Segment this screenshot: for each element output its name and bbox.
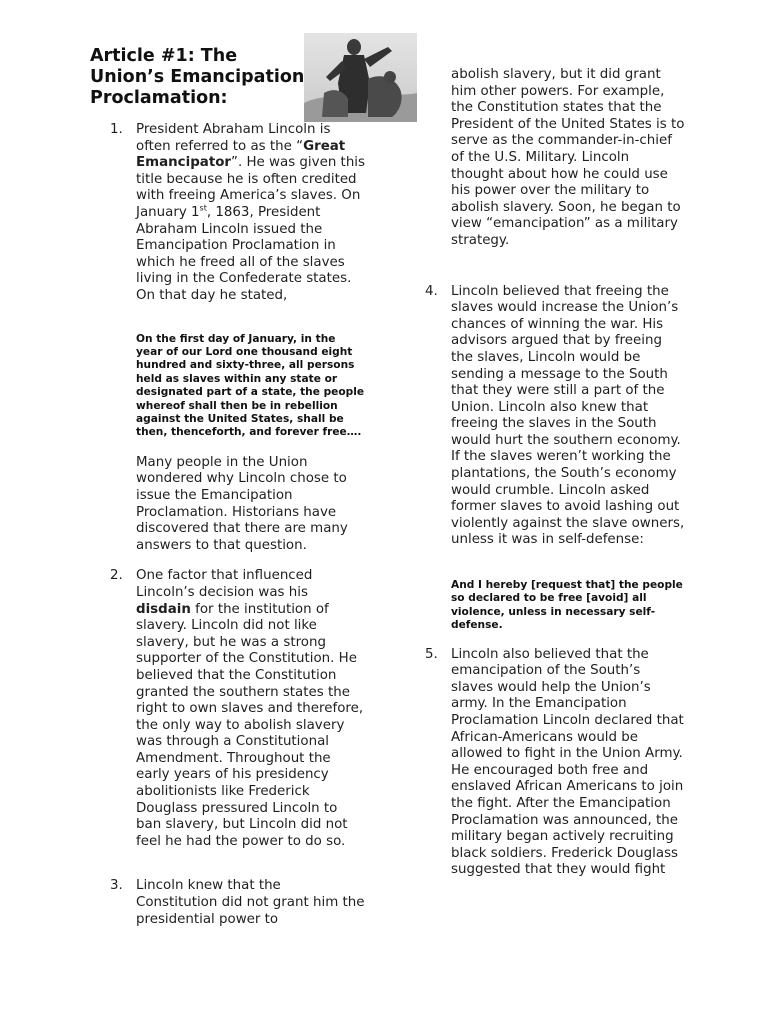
- item-1-paragraph: [136, 122, 365, 305]
- item-1-followup: Many people in the Union wondered why Lincoln chose to issue the Emancipation Proclamation. Historians have discovered that there are many answers to that question.: [136, 454, 348, 553]
- item-3-paragraph-start: Lincoln knew that the Constitution did not grant him the presidential power to: [136, 878, 365, 927]
- right-column: [425, 67, 685, 879]
- title-line-1: Article #1: The: [90, 46, 238, 66]
- title-line-2: Union’s Emancipation: [90, 67, 305, 87]
- left-column: [110, 122, 365, 928]
- item-1-text-a: President Abraham Lincoln is often referred to as the “: [136, 122, 331, 154]
- list-item-2: [110, 568, 365, 850]
- item-1-text-c: , 1863, President Abraham Lincoln issued the Emancipation Proclamation in which he freed all of the slaves living in the Confederate states. On that day he stated,: [136, 204, 352, 303]
- item-2-paragraph: [136, 568, 365, 850]
- list-item-1: [110, 122, 365, 554]
- item-number: 4.: [425, 283, 438, 299]
- list-item-5: [425, 647, 685, 879]
- list-item-3: [110, 878, 365, 928]
- proclamation-quote: On the first day of January, in the year of our Lord one thousand eight hundred and sixty-three, all persons held as slaves within any state or designated part of a state, the people whereof shall then be in rebellion against the United States, shall be then, thenceforth, and forever free….: [136, 332, 365, 439]
- item-number: 5.: [425, 646, 438, 662]
- item-2-text-b: for the institution of slavery. Lincoln did not like slavery, but he was a strong supporter of the Constitution. He believed that the Constitution granted the southern states the right to own slaves and therefore, the only way to abolish slavery was through a Constitutional Amendment. Throughout the early years of his presidency abolitionists like Frederick Douglass pressured Lincoln to ban slavery, but Lincoln did not feel he had the power to do so.: [136, 601, 364, 849]
- item-number: 2.: [110, 568, 123, 584]
- item-5-paragraph: Lincoln also believed that the emancipation of the South’s slaves would help the Union’s army. In the Emancipation Proclamation Lincoln declared that African-Americans would be allowed to fight in the Union Army. He encouraged both free and enslaved African Americans to join the fight. After the Emancipation Proclamation was announced, the military began actively recruiting black soldiers. Frederick Douglass suggested that they would fight: [451, 646, 684, 878]
- disdain-term: disdain: [136, 601, 191, 617]
- item-number: 1.: [110, 122, 123, 137]
- lincoln-statue-icon: [304, 33, 417, 122]
- title-line-3: Proclamation:: [90, 88, 228, 108]
- item-number: 3.: [110, 878, 123, 894]
- item-3-continuation: abolish slavery, but it did grant him other powers. For example, the Constitution states that the President of the United States is to serve as the commander-in-chief of the U.S. Military. Lincoln thought about how he could use his power over the military to abolish slavery. Soon, he began to view “emancipation” as a military strategy.: [451, 67, 685, 248]
- lincoln-statue-photo: [304, 33, 417, 122]
- item-1-text-b: ”. He was given this title because he is often credited with freeing America’s slaves. On January 1: [136, 155, 365, 220]
- self-defense-quote: And I hereby [request that] the people so declared to be free [avoid] all violence, unless in necessary self-defense.: [451, 579, 683, 632]
- date-superscript: st: [199, 203, 207, 213]
- item-2-text-a: One factor that influenced Lincoln’s decision was his: [136, 568, 313, 600]
- list-item-4: [425, 284, 685, 633]
- great-emancipator-term: Great Emancipator: [136, 138, 346, 171]
- item-4-paragraph: Lincoln believed that freeing the slaves would increase the Union’s chances of winning the war. His advisors argued that by freeing the slaves, Lincoln would be sending a message to the South that they were still a part of the Union. Lincoln also knew that freeing the slaves in the South would hurt the southern economy. If the slaves weren’t working the plantations, the South’s economy would crumble. Lincoln asked former slaves to avoid lashing out violently against the slave owners, unless it was in self-defense:: [451, 283, 685, 548]
